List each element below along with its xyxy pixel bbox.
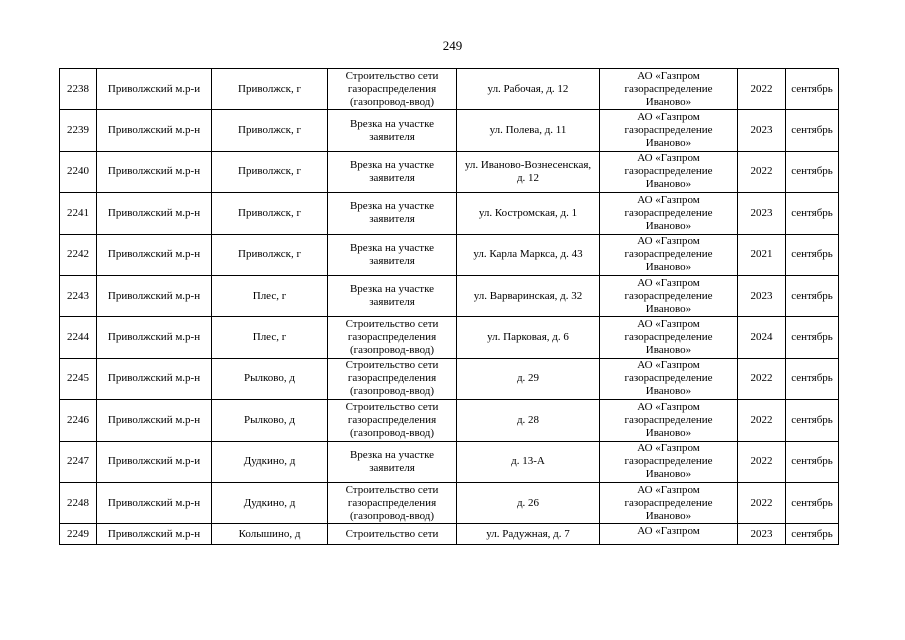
locality-cell: Плес, г	[212, 275, 328, 316]
locality-cell: Рылково, д	[212, 358, 328, 399]
locality-cell: Приволжск, г	[212, 193, 328, 234]
year-cell: 2022	[738, 441, 786, 482]
month-cell: сентябрь	[786, 234, 839, 275]
month-cell: сентябрь	[786, 275, 839, 316]
year-cell: 2022	[738, 400, 786, 441]
table-row	[60, 275, 839, 316]
row-number-cell: 2248	[60, 482, 97, 523]
year-cell: 2023	[738, 110, 786, 151]
table-row	[60, 110, 839, 151]
month-cell: сентябрь	[786, 151, 839, 192]
work-type-cell: Строительство сети газораспределения (газопровод-ввод)	[328, 317, 457, 358]
year-cell: 2023	[738, 524, 786, 545]
work-type-cell: Врезка на участке заявителя	[328, 275, 457, 316]
organization-cell: АО «Газпром газораспределение Иваново»	[600, 358, 738, 399]
district-cell: Приволжский м.р-н	[97, 151, 212, 192]
organization-cell: АО «Газпром газораспределение Иваново»	[600, 441, 738, 482]
organization-cell: АО «Газпром газораспределение Иваново»	[600, 69, 738, 110]
month-cell: сентябрь	[786, 193, 839, 234]
row-number-cell: 2239	[60, 110, 97, 151]
work-type-cell: Врезка на участке заявителя	[328, 193, 457, 234]
table-row	[60, 151, 839, 192]
organization-cell: АО «Газпром	[600, 524, 738, 545]
year-cell: 2022	[738, 358, 786, 399]
locality-cell: Приволжск, г	[212, 151, 328, 192]
page-number: 249	[442, 38, 463, 53]
work-type-cell: Врезка на участке заявителя	[328, 151, 457, 192]
row-number-cell: 2244	[60, 317, 97, 358]
locality-cell: Дудкино, д	[212, 441, 328, 482]
month-cell: сентябрь	[786, 110, 839, 151]
year-cell: 2023	[738, 275, 786, 316]
organization-cell: АО «Газпром газораспределение Иваново»	[600, 317, 738, 358]
address-cell: ул. Радужная, д. 7	[457, 524, 600, 545]
year-cell: 2022	[738, 482, 786, 523]
address-cell: д. 28	[457, 400, 600, 441]
work-type-cell: Врезка на участке заявителя	[328, 234, 457, 275]
month-cell: сентябрь	[786, 441, 839, 482]
work-type-cell: Строительство сети газораспределения (газопровод-ввод)	[328, 358, 457, 399]
table-row	[60, 317, 839, 358]
month-cell: сентябрь	[786, 482, 839, 523]
row-number-cell: 2243	[60, 275, 97, 316]
locality-cell: Приволжск, г	[212, 69, 328, 110]
locality-cell: Плес, г	[212, 317, 328, 358]
address-cell: ул. Полева, д. 11	[457, 110, 600, 151]
district-cell: Приволжский м.р-н	[97, 482, 212, 523]
district-cell: Приволжский м.р-н	[97, 275, 212, 316]
year-cell: 2023	[738, 193, 786, 234]
address-cell: ул. Карла Маркса, д. 43	[457, 234, 600, 275]
year-cell: 2022	[738, 69, 786, 110]
work-type-cell: Строительство сети газораспределения (газопровод-ввод)	[328, 69, 457, 110]
district-cell: Приволжский м.р-н	[97, 358, 212, 399]
table-row	[60, 524, 839, 545]
address-cell: ул. Рабочая, д. 12	[457, 69, 600, 110]
address-cell: ул. Иваново-Вознесенская, д. 12	[457, 151, 600, 192]
table-row	[60, 234, 839, 275]
district-cell: Приволжский м.р-н	[97, 524, 212, 545]
table-row	[60, 358, 839, 399]
row-number-cell: 2245	[60, 358, 97, 399]
table-row	[60, 69, 839, 110]
year-cell: 2024	[738, 317, 786, 358]
organization-cell: АО «Газпром газораспределение Иваново»	[600, 275, 738, 316]
month-cell: сентябрь	[786, 358, 839, 399]
organization-cell: АО «Газпром газораспределение Иваново»	[600, 234, 738, 275]
table-row	[60, 400, 839, 441]
row-number-cell: 2242	[60, 234, 97, 275]
month-cell: сентябрь	[786, 400, 839, 441]
district-cell: Приволжский м.р-н	[97, 317, 212, 358]
row-number-cell: 2247	[60, 441, 97, 482]
address-cell: ул. Костромская, д. 1	[457, 193, 600, 234]
locality-cell: Приволжск, г	[212, 110, 328, 151]
district-cell: Приволжский м.р-и	[97, 69, 212, 110]
month-cell: сентябрь	[786, 317, 839, 358]
address-cell: д. 26	[457, 482, 600, 523]
table-row	[60, 193, 839, 234]
address-cell: д. 29	[457, 358, 600, 399]
organization-cell: АО «Газпром газораспределение Иваново»	[600, 193, 738, 234]
locality-cell: Рылково, д	[212, 400, 328, 441]
row-number-cell: 2249	[60, 524, 97, 545]
organization-cell: АО «Газпром газораспределение Иваново»	[600, 151, 738, 192]
district-cell: Приволжский м.р-н	[97, 234, 212, 275]
table-row	[60, 441, 839, 482]
address-cell: ул. Парковая, д. 6	[457, 317, 600, 358]
month-cell: сентябрь	[786, 524, 839, 545]
district-cell: Приволжский м.р-и	[97, 441, 212, 482]
locality-cell: Колышино, д	[212, 524, 328, 545]
work-type-cell: Строительство сети	[328, 524, 457, 545]
row-number-cell: 2246	[60, 400, 97, 441]
work-type-cell: Строительство сети газораспределения (газопровод-ввод)	[328, 482, 457, 523]
district-cell: Приволжский м.р-н	[97, 193, 212, 234]
address-cell: д. 13-А	[457, 441, 600, 482]
organization-cell: АО «Газпром газораспределение Иваново»	[600, 400, 738, 441]
year-cell: 2021	[738, 234, 786, 275]
year-cell: 2022	[738, 151, 786, 192]
work-type-cell: Врезка на участке заявителя	[328, 110, 457, 151]
gas-connection-table	[59, 68, 839, 545]
table-row	[60, 482, 839, 523]
work-type-cell: Строительство сети газораспределения (газопровод-ввод)	[328, 400, 457, 441]
month-cell: сентябрь	[786, 69, 839, 110]
work-type-cell: Врезка на участке заявителя	[328, 441, 457, 482]
address-cell: ул. Варваринская, д. 32	[457, 275, 600, 316]
row-number-cell: 2240	[60, 151, 97, 192]
organization-cell: АО «Газпром газораспределение Иваново»	[600, 110, 738, 151]
organization-cell: АО «Газпром газораспределение Иваново»	[600, 482, 738, 523]
district-cell: Приволжский м.р-н	[97, 110, 212, 151]
row-number-cell: 2238	[60, 69, 97, 110]
row-number-cell: 2241	[60, 193, 97, 234]
locality-cell: Дудкино, д	[212, 482, 328, 523]
locality-cell: Приволжск, г	[212, 234, 328, 275]
district-cell: Приволжский м.р-н	[97, 400, 212, 441]
